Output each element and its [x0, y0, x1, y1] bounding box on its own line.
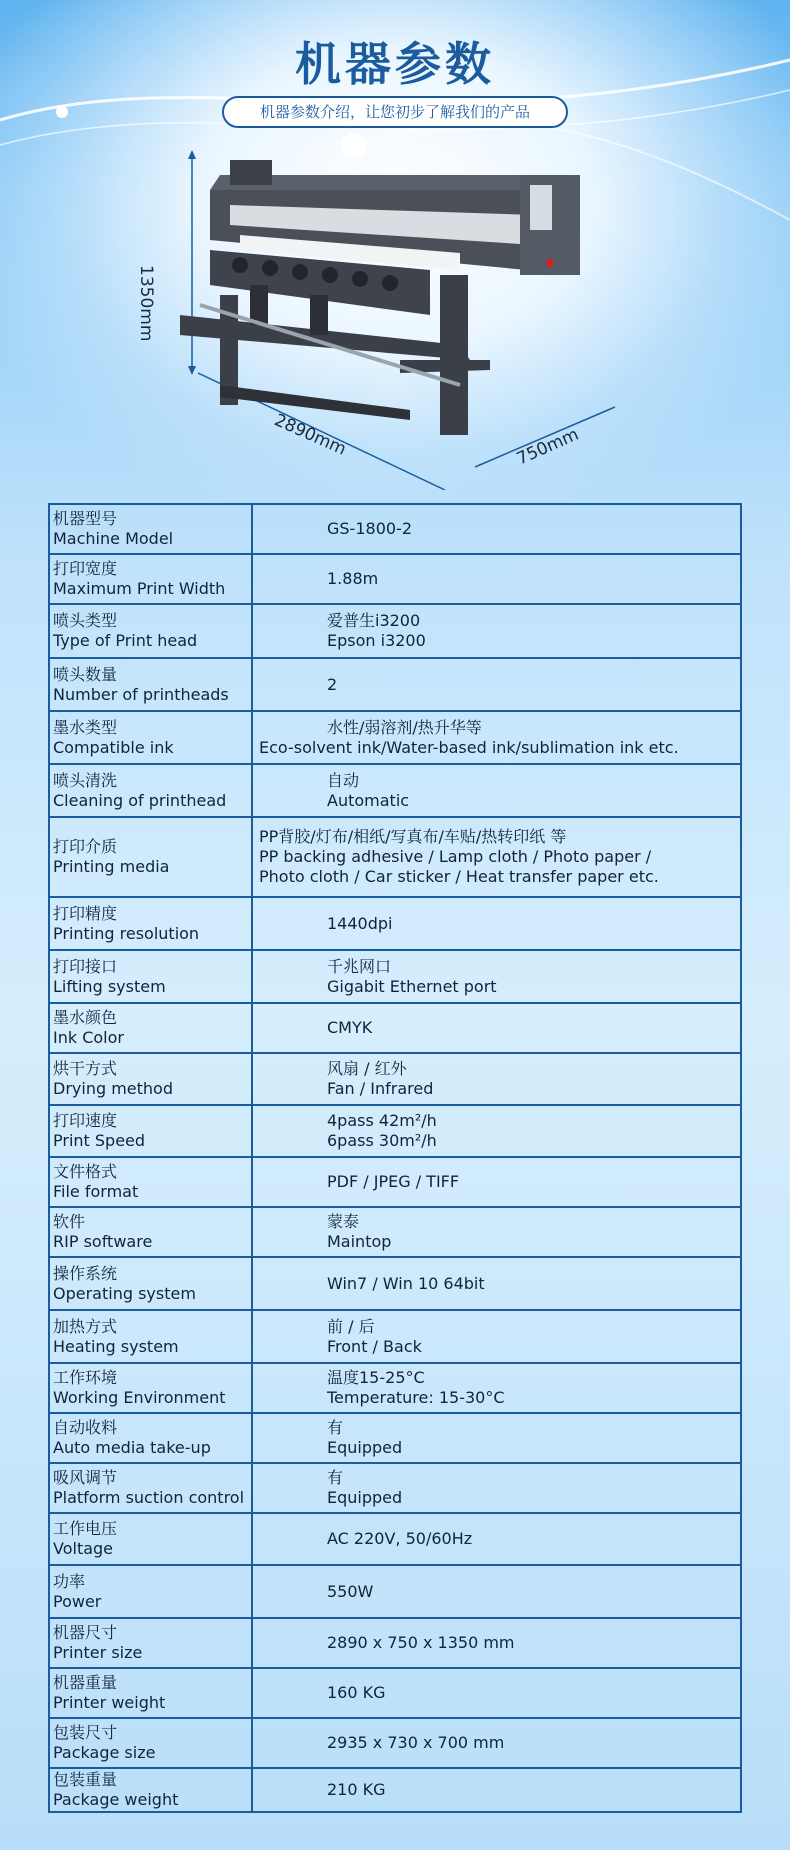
spec-label-cn: 墨水类型: [53, 717, 118, 737]
spec-label-en: Package weight: [53, 1790, 179, 1809]
spec-label-en: Machine Model: [53, 529, 174, 548]
spec-value: 蒙泰: [327, 1212, 360, 1231]
spec-label-cn: 打印精度: [53, 903, 118, 923]
spec-label-en: Print Speed: [53, 1131, 146, 1150]
spec-row: [49, 1310, 741, 1363]
spec-label-cell: [49, 1463, 252, 1513]
spec-label-cell: [49, 1363, 252, 1413]
spec-value: Automatic: [327, 790, 410, 810]
spec-label-cell: [49, 1668, 252, 1718]
spec-value: AC 220V, 50/60Hz: [327, 1529, 473, 1548]
spec-label-cell: [49, 1157, 252, 1207]
spec-label-cell: [49, 1105, 252, 1157]
spec-label-en: Drying method: [53, 1079, 173, 1098]
spec-row: [49, 1105, 741, 1157]
hero-banner: [0, 0, 790, 500]
spec-value: Gigabit Ethernet port: [327, 976, 497, 996]
spec-label-en: Working Environment: [53, 1388, 226, 1407]
spec-row: [49, 1718, 741, 1768]
spec-value: CMYK: [327, 1018, 373, 1037]
spec-label-cell: [49, 1257, 252, 1310]
spec-row: [49, 711, 741, 764]
spec-value: 水性/弱溶剂/热升华等: [327, 717, 482, 737]
height-dimension-label: 1350mm: [136, 265, 156, 342]
spec-label-cell: [49, 1413, 252, 1463]
spec-value: 1.88m: [327, 569, 379, 588]
spec-value-cell: [252, 1513, 741, 1565]
spec-row: [49, 950, 741, 1003]
spec-value-cell: [252, 1105, 741, 1157]
spec-value: Equipped: [327, 1438, 403, 1457]
spec-value-cell: [252, 1668, 741, 1718]
spec-label-cell: [49, 950, 252, 1003]
spec-value: 160 KG: [327, 1683, 386, 1702]
spec-value-cell: [252, 604, 741, 658]
spec-label-cell: [49, 1003, 252, 1053]
spec-value-cell: [252, 554, 741, 604]
spec-label-cn: 包装重量: [53, 1770, 118, 1789]
spec-value: Photo cloth / Car sticker / Heat transfer paper etc.: [259, 867, 659, 886]
spec-value: Epson i3200: [327, 631, 426, 650]
spec-label-en: RIP software: [53, 1232, 153, 1251]
spec-label-cell: [49, 1718, 252, 1768]
spec-value-cell: [252, 764, 741, 817]
spec-row: [49, 817, 741, 897]
spec-table: [48, 503, 742, 1813]
spec-label-en: Type of Print head: [53, 631, 198, 650]
spec-row: [49, 1207, 741, 1257]
spec-value: 千兆网口: [327, 956, 392, 976]
spec-value: 2890 x 750 x 1350 mm: [327, 1633, 515, 1652]
spec-value-cell: [252, 817, 741, 897]
spec-label-en: Number of printheads: [53, 684, 229, 704]
spec-label-cn: 打印介质: [53, 837, 118, 856]
spec-label-en: Lifting system: [53, 976, 166, 996]
spec-value: 6pass 30m²/h: [327, 1131, 437, 1150]
spec-label-cn: 功率: [53, 1571, 86, 1591]
spec-label-en: Platform suction control: [53, 1488, 245, 1507]
spec-label-en: Heating system: [53, 1336, 179, 1356]
spec-row: [49, 1618, 741, 1668]
spec-label-en: Voltage: [53, 1539, 114, 1558]
spec-label-cn: 文件格式: [53, 1162, 118, 1181]
spec-value: Eco-solvent ink/Water-based ink/sublimation ink etc.: [259, 737, 679, 757]
spec-label-cn: 烘干方式: [53, 1059, 118, 1078]
spec-label-en: Ink Color: [53, 1028, 124, 1047]
spec-value-cell: [252, 950, 741, 1003]
spec-value: PP背胶/灯布/相纸/写真布/车贴/热转印纸 等: [259, 827, 567, 846]
spec-label-cell: [49, 1565, 252, 1618]
spec-value: 温度15-25°C: [327, 1368, 425, 1387]
spec-label-cn: 墨水颜色: [53, 1008, 118, 1027]
spec-label-en: Maximum Print Width: [53, 579, 226, 598]
spec-value-cell: [252, 1768, 741, 1812]
spec-value: Equipped: [327, 1488, 403, 1507]
spec-value: Temperature: 15-30°C: [327, 1388, 505, 1407]
spec-label-cn: 打印接口: [53, 956, 118, 976]
spec-label-cell: [49, 1053, 252, 1105]
page-subtitle: 机器参数介绍，让您初步了解我们的产品: [222, 96, 568, 128]
spec-row: [49, 1363, 741, 1413]
spec-row: [49, 604, 741, 658]
spec-label-cn: 工作环境: [53, 1368, 118, 1387]
spec-value-cell: [252, 1207, 741, 1257]
spec-value: 有: [327, 1418, 344, 1437]
spec-label-cn: 机器尺寸: [53, 1623, 118, 1642]
spec-value: 有: [327, 1468, 344, 1487]
spec-label-en: Printing resolution: [53, 923, 200, 943]
spec-value-cell: [252, 1413, 741, 1463]
spec-value: 1440dpi: [327, 913, 393, 933]
spec-label-cell: [49, 711, 252, 764]
spec-label-cn: 喷头清洗: [53, 770, 118, 790]
spec-value-cell: [252, 1053, 741, 1105]
spec-value-cell: [252, 1257, 741, 1310]
spec-value-cell: [252, 897, 741, 950]
spec-value: 2935 x 730 x 700 mm: [327, 1733, 505, 1752]
spec-label-cell: [49, 817, 252, 897]
spec-value: 前 / 后: [327, 1316, 375, 1336]
spec-value-cell: [252, 1618, 741, 1668]
spec-row: [49, 1513, 741, 1565]
spec-label-cell: [49, 658, 252, 711]
spec-value: PP backing adhesive / Lamp cloth / Photo paper /: [259, 847, 652, 866]
spec-label-cell: [49, 604, 252, 658]
spec-row: [49, 554, 741, 604]
spec-label-en: File format: [53, 1182, 139, 1201]
spec-label-cell: [49, 1207, 252, 1257]
spec-value: Maintop: [327, 1232, 392, 1251]
spec-label-en: Printing media: [53, 857, 170, 876]
spec-value: Front / Back: [327, 1336, 422, 1356]
page-title: 机器参数: [295, 37, 495, 91]
spec-label-en: Auto media take-up: [53, 1438, 211, 1457]
spec-label-en: Printer weight: [53, 1693, 166, 1712]
spec-value: 自动: [327, 770, 360, 790]
spec-row: [49, 897, 741, 950]
spec-row: [49, 1463, 741, 1513]
spec-label-en: Compatible ink: [53, 737, 174, 757]
depth-dimension-label: 750mm: [513, 424, 582, 470]
spec-row: [49, 1157, 741, 1207]
spec-label-cell: [49, 1768, 252, 1812]
spec-label-en: Package size: [53, 1743, 156, 1762]
spec-label-cn: 喷头类型: [53, 611, 118, 630]
spec-label-cn: 加热方式: [53, 1316, 118, 1336]
spec-value: GS-1800-2: [327, 519, 412, 538]
spec-label-cn: 打印宽度: [53, 559, 118, 578]
spec-value-cell: [252, 504, 741, 554]
spec-label-cn: 机器型号: [53, 509, 118, 528]
spec-label-cn: 操作系统: [53, 1263, 118, 1283]
spec-label-cell: [49, 504, 252, 554]
spec-label-en: Power: [53, 1591, 102, 1611]
spec-label-cell: [49, 554, 252, 604]
spec-value: 4pass 42m²/h: [327, 1111, 437, 1130]
spec-label-en: Printer size: [53, 1643, 143, 1662]
spec-value-cell: [252, 1310, 741, 1363]
spec-row: [49, 1565, 741, 1618]
spec-value-cell: [252, 1363, 741, 1413]
spec-row: [49, 764, 741, 817]
spec-row: [49, 504, 741, 554]
spec-value: 风扇 / 红外: [327, 1059, 407, 1078]
spec-value-cell: [252, 1003, 741, 1053]
spec-row: [49, 1003, 741, 1053]
spec-value-cell: [252, 1463, 741, 1513]
spec-value: 210 KG: [327, 1780, 386, 1799]
spec-label-en: Cleaning of printhead: [53, 790, 227, 810]
spec-value: Win7 / Win 10 64bit: [327, 1273, 485, 1293]
spec-value: Fan / Infrared: [327, 1079, 434, 1098]
spec-value: 爱普生i3200: [327, 611, 421, 630]
spec-label-cn: 机器重量: [53, 1673, 118, 1692]
spec-label-en: Operating system: [53, 1283, 196, 1303]
spec-row: [49, 658, 741, 711]
spec-label-cn: 自动收料: [53, 1418, 118, 1437]
spec-row: [49, 1668, 741, 1718]
spec-label-cell: [49, 1513, 252, 1565]
width-dimension-label: 2890mm: [271, 410, 350, 460]
spec-value: 2: [327, 674, 338, 694]
spec-label-cn: 工作电压: [53, 1519, 118, 1538]
spec-label-cn: 打印速度: [53, 1111, 118, 1130]
spec-label-cn: 包装尺寸: [53, 1723, 118, 1742]
spec-row: [49, 1053, 741, 1105]
spec-label-cn: 喷头数量: [53, 664, 118, 684]
spec-label-cell: [49, 897, 252, 950]
spec-value-cell: [252, 1565, 741, 1618]
spec-value-cell: [252, 1718, 741, 1768]
spec-value-cell: [252, 711, 741, 764]
spec-row: [49, 1257, 741, 1310]
spec-label-cn: 吸风调节: [53, 1468, 118, 1487]
spec-label-cell: [49, 764, 252, 817]
spec-row: [49, 1413, 741, 1463]
spec-value: 550W: [327, 1581, 374, 1601]
spec-value: PDF / JPEG / TIFF: [327, 1172, 460, 1191]
spec-value-cell: [252, 658, 741, 711]
spec-value-cell: [252, 1157, 741, 1207]
spec-label-cell: [49, 1310, 252, 1363]
spec-label-cn: 软件: [53, 1212, 86, 1231]
spec-row: [49, 1768, 741, 1812]
spec-label-cell: [49, 1618, 252, 1668]
